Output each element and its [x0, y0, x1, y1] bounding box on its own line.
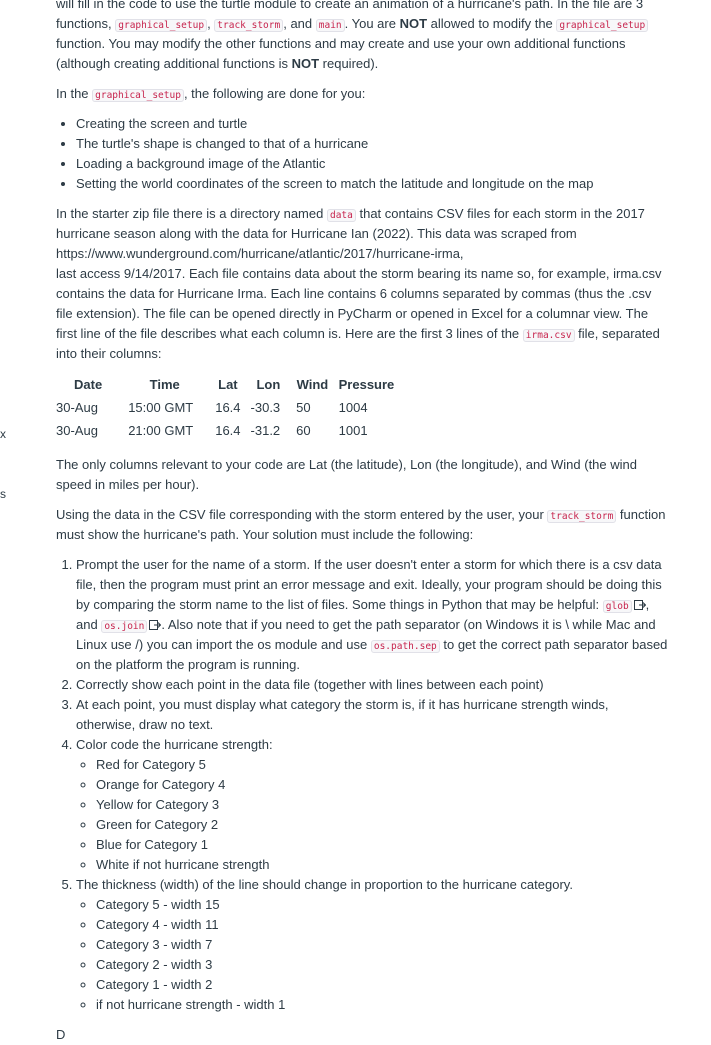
irma-csv-code: irma.csv — [523, 329, 575, 342]
left-edge-mark-2: s — [0, 487, 6, 501]
table-row — [56, 420, 404, 443]
list-item: 2. Correctly show each point in the data file (together with lines between each point) — [76, 675, 668, 695]
os-join-link[interactable]: os.join — [101, 617, 147, 632]
list-item: • The turtle's shape is changed to that of a hurricane — [76, 134, 668, 154]
setup-paragraph: In the graphical_setup , the following are done for you: — [56, 86, 366, 101]
list-item: ◦ Red for Category 5 — [96, 755, 668, 775]
setup-list — [56, 114, 668, 194]
list-item: ◦ Category 1 - width 2 — [96, 975, 668, 995]
list-item: ◦ Category 2 - width 3 — [96, 955, 668, 975]
graphical-setup-code: graphical_setup — [556, 19, 648, 32]
list-item: ◦ Orange for Category 4 — [96, 775, 668, 795]
table-header-row — [56, 374, 404, 397]
table-cell: -30.3 — [250, 400, 281, 415]
main-code: main — [316, 19, 345, 32]
table-cell: 1001 — [338, 423, 368, 438]
list-item: 3. At each point, you must display what category the storm is, if it has hurricane strength winds, otherwise, draw no text. — [76, 695, 668, 735]
cut-off-glyph: D — [56, 1027, 66, 1042]
table-cell: 16.4 — [215, 423, 241, 438]
os-path-sep-code: os.path.sep — [371, 640, 440, 653]
list-item: • Creating the screen and turtle — [76, 114, 668, 134]
table-cell: -31.2 — [250, 423, 281, 438]
table-cell: 30-Aug — [56, 400, 98, 415]
column-header: Lat — [218, 377, 238, 392]
column-header: Wind — [296, 377, 329, 392]
left-edge-mark-1: x — [0, 427, 6, 441]
requirements-paragraph: Using the data in the CSV file corresponding with the storm entered by the user, your track_storm function must show the hurricane's path. Your solution must include the following: — [56, 507, 666, 542]
list-item: ◦ White if not hurricane strength — [96, 855, 668, 875]
list-item: ◦ Blue for Category 1 — [96, 835, 668, 855]
requirements-list — [56, 555, 668, 1015]
column-header: Pressure — [338, 377, 395, 392]
data-dir-code: data — [327, 209, 356, 222]
list-item: 5. The thickness (width) of the line should change in proportion to the hurricane category. ◦ Category 5 - width 15 ◦ Category 4 - width 11 ◦ Category 3 - width 7 ◦ Category 2 - width 3 ◦ Category 1 - width 2 ◦ if not hurricane strength - width 1 — [76, 875, 668, 1015]
intro-paragraph: will fill in the code to use the turtle module to create an animation of a hurricane's path. In the file are 3 functions, graphical_setup , track_storm , and main . You are NOT allowed to modify the graphical_setup function. You may modify the other functions and may create and use your own additional functions (although creating additional functions is NOT required). — [56, 0, 668, 74]
track-storm-code: track_storm — [547, 510, 616, 523]
table-cell: 1004 — [338, 400, 368, 415]
column-header: Date — [74, 377, 103, 392]
csv-sample-table — [56, 374, 404, 443]
track-storm-code: track_storm — [214, 19, 283, 32]
table-row — [56, 397, 404, 420]
list-item: • Loading a background image of the Atlantic — [76, 154, 668, 174]
table-cell: 21:00 GMT — [128, 423, 194, 438]
table-cell: 15:00 GMT — [128, 400, 194, 415]
table-cell: 50 — [296, 400, 311, 415]
relevant-columns-paragraph: The only columns relevant to your code are Lat (the latitude), Lon (the longitude), and Wind (the wind speed in miles per hour). — [56, 457, 637, 492]
list-item: 1. Prompt the user for the name of a storm. If the user doesn't enter a storm for which there is a csv data file, then the program must print an error message and exit. Ideally, your program should be doing this by comparing the storm name to the list of files. Some things in Python that may be helpful: glob , and os.join . Also note that if you need to get the path separator (on Windows it is \ while Mac and Linux use /) you can import the os module and use os.path.sep to get the correct path separator based on the platform the program is running. — [76, 555, 668, 675]
graphical-setup-code: graphical_setup — [92, 89, 184, 102]
assignment-content — [56, 0, 668, 1045]
list-item: ◦ Yellow for Category 3 — [96, 795, 668, 815]
list-item: ◦ Category 5 - width 15 — [96, 895, 668, 915]
color-list — [76, 755, 668, 875]
column-header: Time — [149, 377, 180, 392]
table-cell: 30-Aug — [56, 423, 98, 438]
table-cell: 16.4 — [215, 400, 241, 415]
external-link-icon[interactable] — [634, 600, 646, 610]
external-link-icon[interactable] — [149, 620, 161, 630]
column-header: Lon — [256, 377, 281, 392]
list-item: • Setting the world coordinates of the screen to match the latitude and longitude on the map — [76, 174, 668, 194]
list-item: ◦ Green for Category 2 — [96, 815, 668, 835]
list-item: ◦ Category 4 - width 11 — [96, 915, 668, 935]
glob-link[interactable]: glob — [603, 597, 632, 612]
list-item: ◦ Category 3 - width 7 — [96, 935, 668, 955]
list-item: 4. Color code the hurricane strength: ◦ Red for Category 5 ◦ Orange for Category 4 ◦ Yellow for Category 3 ◦ Green for Category 2 ◦ Blue for Category 1 ◦ White if not hurricane strength — [76, 735, 668, 875]
width-list — [76, 895, 668, 1015]
table-cell: 60 — [296, 423, 311, 438]
graphical-setup-code: graphical_setup — [115, 19, 207, 32]
data-paragraph: In the starter zip file there is a directory named data that contains CSV files for each storm in the 2017 hurricane season along with the data for Hurricane Ian (2022). This data was scraped from https://www.wunderground.com/hurricane/atlantic/2017/hurricane-irma, last access 9/14/2017. Each file contains data about the storm bearing its name so, for example, irma.csv contains the data for Hurricane Irma. Each line contains 6 columns separated by commas (thus the .csv file extension). The file can be opened directly in PyCharm or opened in Excel for a columnar view. The first line of the file describes what each column is. Here are the first 3 lines of the irma.csv file, separated into their columns: — [56, 206, 662, 361]
list-item: ◦ if not hurricane strength - width 1 — [96, 995, 668, 1015]
